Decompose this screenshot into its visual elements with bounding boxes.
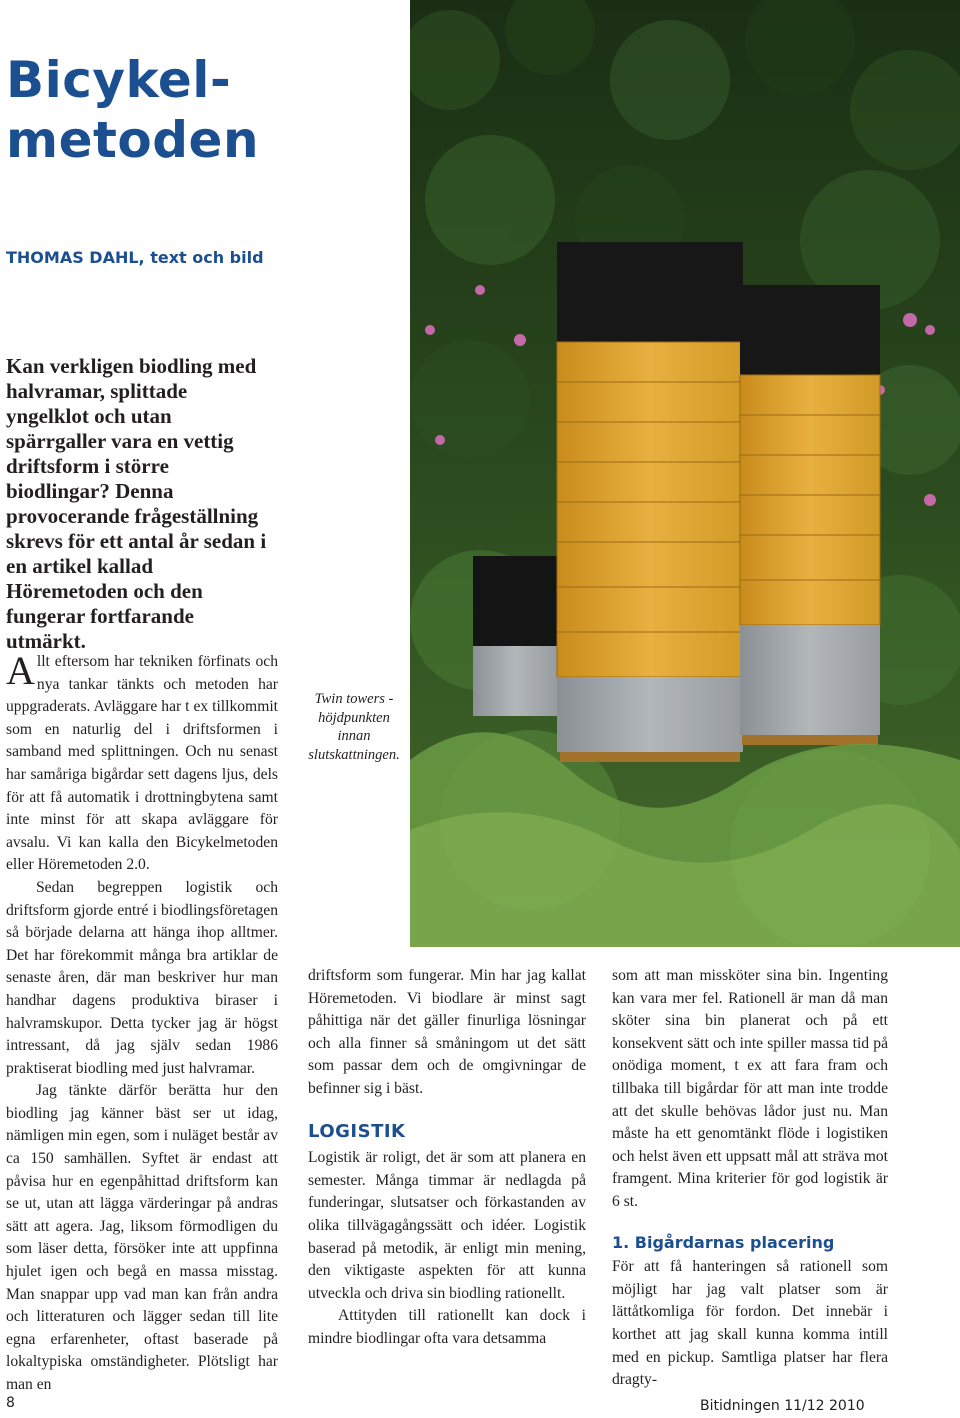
column-2	[308, 965, 586, 1351]
page-number: 8	[6, 1395, 15, 1411]
col3-paragraph-2: För att få hanteringen så rationell som möjligt har jag valt platser som är lättåtkomliga för fordon. Det innebär i korthet att jag skall kunna komma intill med en pickup. Samtliga platser har flera dragty-	[612, 1258, 888, 1389]
title-line-2: metoden	[6, 111, 260, 169]
title-line-1: Bicykel-	[6, 51, 232, 109]
publication-footer: Bitidningen 11/12 2010	[700, 1398, 865, 1414]
column-3	[612, 965, 888, 1392]
photo-caption: Twin towers - höjdpunkten innan slutskattningen.	[308, 691, 400, 763]
beehive-photo-illustration	[410, 0, 960, 947]
article-title	[6, 50, 306, 170]
drop-cap: A	[6, 648, 35, 693]
subheading-logistik: LOGISTIK	[308, 1120, 406, 1142]
lead-paragraph: Kan verkligen biodling med halvramar, splittade yngelklot och utan spärrgaller vara en vettig driftsform i större biodlingar? Denna provocerande frågeställning skrevs för ett antal år sedan i en artikel kallad Höremetoden och den fungerar fortfarande utmärkt.	[6, 354, 267, 653]
col2-paragraph-2: Logistik är roligt, det är som att planera en semester. Många timmar är nedlagda på funderingar, slutsatser och förkastanden av olika tillvägagångssätt och idéer. Logistik baserad på metodik, är enligt min mening, den viktigaste aspekten för att kunna utveckla och driva sin biodling rationellt.	[308, 1149, 586, 1302]
col2-paragraph-1: driftsform som fungerar. Min har jag kallat Höremetoden. Vi biodlare är minst sagt påhittiga när det gäller finurliga lösningar och alla finner så småningom ut det sätt som passar dem och de omgivningar de befinner sig i bäst.	[308, 967, 586, 1097]
col1-paragraph-2: Sedan begreppen logistik och driftsform gjorde entré i biodlingsföretagen så började delarna att hänga ihop alltmer. Det har förekommit många bra artiklar de senaste åren, där man beskriver hur man handhar dagens produktiva biraser i halvramskupor. Detta tycker jag är högst intressant, då jag själv sedan 1986 praktiserat biodling med just halvramar.	[6, 878, 278, 1077]
col1-paragraph-1: Allt eftersom har tekniken förfinats och nya tankar tänkts och metoden har uppgraderats. Avläggare har t ex tillkommit som en naturlig del i driftsformen i samband med splittningen. Och nu senast har samåriga bigårdar sett dagens ljus, dels för att få automatik i drottningbytena samt inte minst för att skapa avläggare för avsalu. Vi kan kalla den Bicykelmetoden eller Höremetoden 2.0.	[6, 648, 278, 874]
beehive-photo	[410, 0, 960, 947]
col1-paragraph-3: Jag tänkte därför berätta hur den biodling jag känner bäst ser ut idag, nämligen min egen, som i nuläget består av ca 150 samhällen. Syftet är endast att påvisa hur en egenpåhittad driftsform kan se ut, utan att lägga värderingar på andras sätt att agera. Jag, liksom förmodligen du som läser detta, försöker inte att uppfinna hjulet igen och begå en massa misstag. Man snappar upp vad man kan från andra och litteraturen och lägger sedan till lite egna erfarenheter, oftast baserade på lokaltypiska omständigheter. Plötsligt har man en	[6, 1082, 278, 1393]
subheading-bigardar: 1. Bigårdarnas placering	[612, 1232, 835, 1252]
byline: THOMAS DAHL, text och bild	[6, 248, 264, 267]
column-1	[6, 648, 278, 1397]
col2-paragraph-3: Attityden till rationellt kan dock i mindre biodlingar ofta vara detsamma	[308, 1307, 586, 1347]
col3-paragraph-1: som att man missköter sina bin. Ingenting kan vara mer fel. Rationell är man då man sköter sina bin planerat och på ett konsekvent sätt och inte spiller massa tid på onödiga moment, t ex att fara fram och tillbaka till bigårdar för att man inte trodde att det skulle behövas lådor just nu. Man måste ha ett genomtänkt flöde i logistiken och helst även ett uppsatt mål att sträva mot framgent. Mina kriterier för god logistik är 6 st.	[612, 967, 888, 1210]
